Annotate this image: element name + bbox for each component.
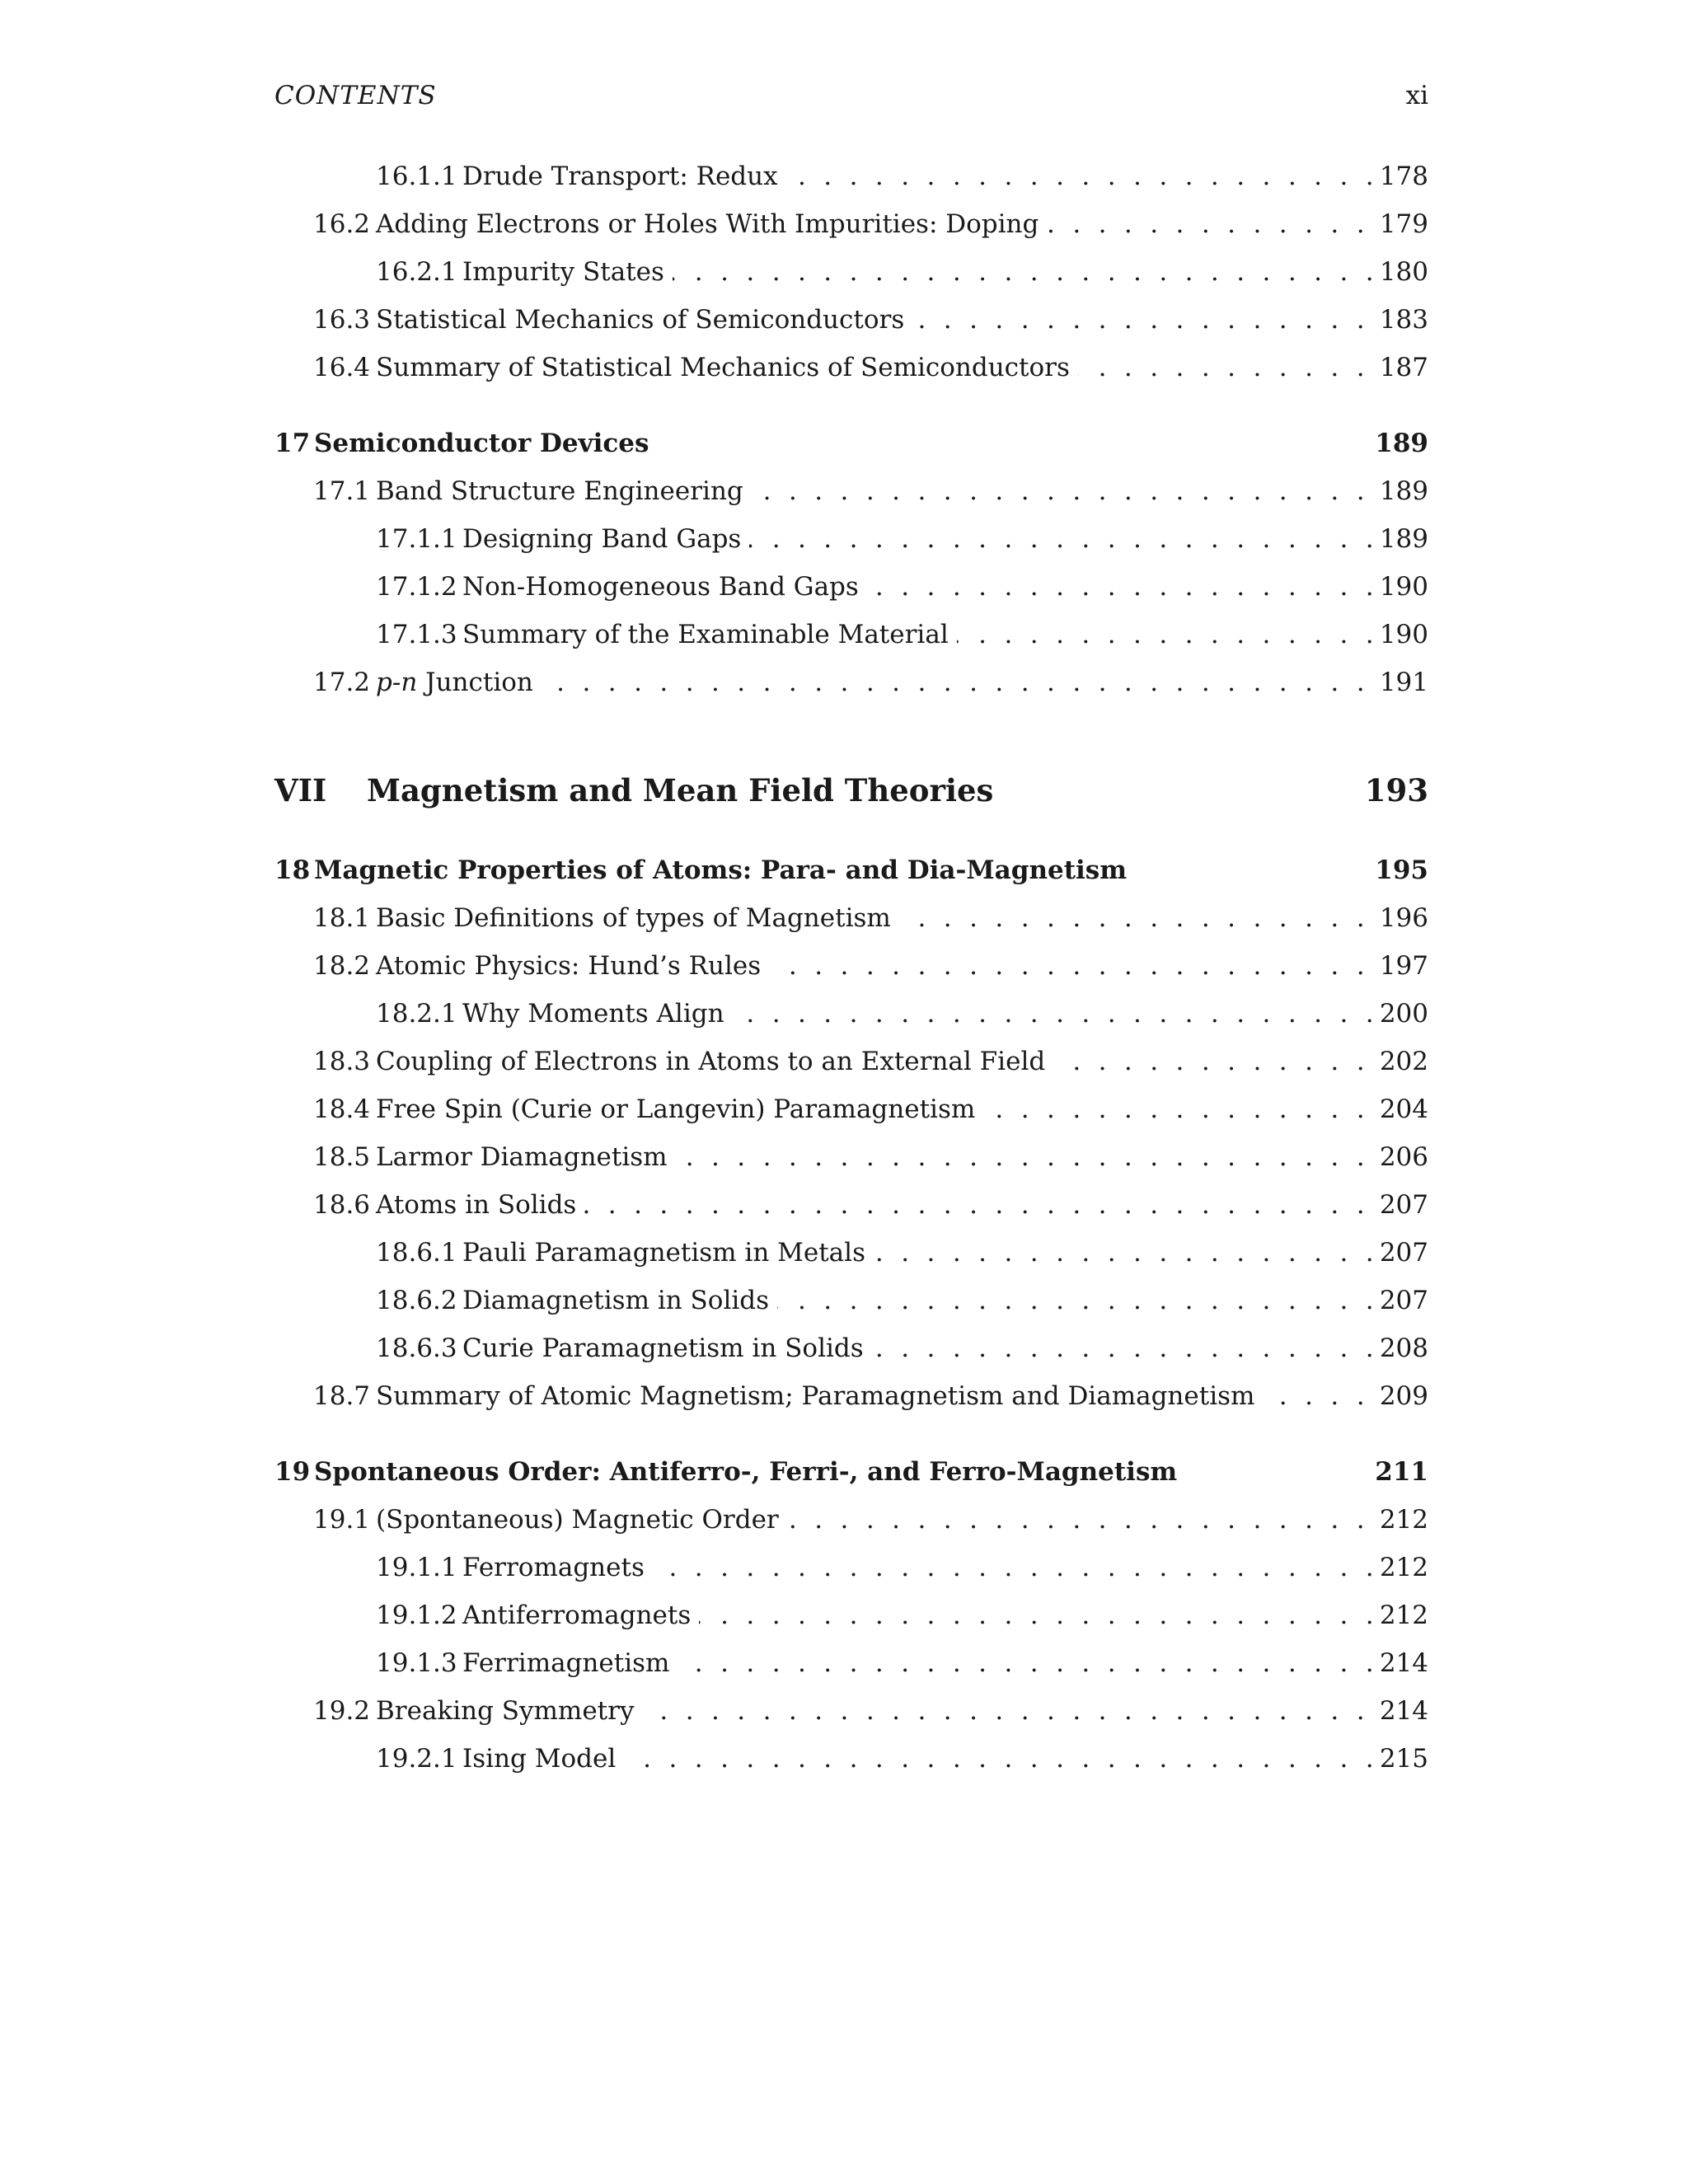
entry-page: 180: [1372, 251, 1428, 293]
toc-entry-19-1-2[interactable]: [0, 1594, 1688, 1637]
entry-page: 208: [1372, 1327, 1428, 1370]
entry-page: 191: [1372, 661, 1428, 704]
toc-entry-19-2[interactable]: [0, 1690, 1688, 1732]
toc-entry-18-6-1[interactable]: [0, 1231, 1688, 1274]
entry-number: 16.2.1: [376, 257, 457, 287]
entry-number: 18.2: [313, 951, 371, 981]
chapter-title: Spontaneous Order: Antiferro-, Ferri-, and Ferro-Magnetism: [314, 1451, 1185, 1493]
entry-page: 212: [1372, 1594, 1428, 1637]
toc-entry-18-5[interactable]: [0, 1136, 1688, 1179]
entry-page: 187: [1372, 346, 1428, 389]
part-number: VII: [274, 772, 327, 808]
chapter-page: 211: [1367, 1451, 1428, 1493]
toc-entry-18-6-3[interactable]: [0, 1327, 1688, 1370]
toc-entry-19-1-1[interactable]: [0, 1546, 1688, 1589]
toc-entry-16-3[interactable]: [0, 298, 1688, 341]
toc-entry-18-6-2[interactable]: [0, 1279, 1688, 1322]
entry-title: Coupling of Electrons in Atoms to an External Field: [376, 1040, 1053, 1083]
entry-title: Impurity States: [462, 251, 673, 293]
entry-page: 196: [1372, 897, 1428, 940]
toc-entry-19-1-3[interactable]: [0, 1642, 1688, 1685]
entry-number: 17.1.3: [376, 620, 457, 649]
entry-title: Summary of the Examinable Material: [462, 613, 957, 656]
entry-number: 19.2: [313, 1696, 371, 1726]
entry-page: 212: [1372, 1498, 1428, 1541]
entry-title: Adding Electrons or Holes With Impurities: Doping: [376, 203, 1047, 246]
part-page: 193: [1357, 765, 1428, 816]
toc-entry-17-1-1[interactable]: [0, 518, 1688, 560]
toc-entry-19-2-1[interactable]: [0, 1737, 1688, 1780]
entry-number: 17.1.1: [376, 524, 457, 554]
entry-page: 214: [1372, 1690, 1428, 1732]
entry-number: 17.1: [313, 476, 371, 506]
entry-title: Free Spin (Curie or Langevin) Paramagnetism: [376, 1088, 983, 1131]
entry-page: 207: [1372, 1279, 1428, 1322]
entry-number: 19.2.1: [376, 1744, 457, 1774]
entry-page: 206: [1372, 1136, 1428, 1179]
entry-number: 16.2: [313, 209, 371, 239]
entry-number: 19.1: [313, 1505, 371, 1535]
toc-entry-17-1[interactable]: [0, 470, 1688, 513]
entry-page: 197: [1372, 944, 1428, 987]
toc-entry-16-1-1[interactable]: [0, 155, 1688, 198]
entry-title: Curie Paramagnetism in Solids: [462, 1327, 872, 1370]
entry-title: Drude Transport: Redux: [462, 155, 786, 198]
toc-entry-19-1[interactable]: [0, 1498, 1688, 1541]
entry-title-italic: p-n: [376, 668, 418, 697]
entry-page: 204: [1372, 1088, 1428, 1131]
entry-number: 16.4: [313, 353, 371, 382]
entry-page: 209: [1372, 1375, 1428, 1418]
toc-entry-18-3[interactable]: [0, 1040, 1688, 1083]
entry-number: 16.1.1: [376, 162, 457, 191]
entry-title: Non-Homogeneous Band Gaps: [462, 565, 867, 608]
toc-entry-16-2-1[interactable]: [0, 251, 1688, 293]
entry-number: 16.3: [313, 305, 371, 335]
entry-page: 190: [1372, 613, 1428, 656]
entry-page: 189: [1372, 470, 1428, 513]
entry-page: 190: [1372, 565, 1428, 608]
entry-title: Breaking Symmetry: [376, 1690, 642, 1732]
entry-title: Summary of Atomic Magnetism; Paramagnetism and Diamagnetism: [376, 1375, 1263, 1418]
entry-page: 214: [1372, 1642, 1428, 1685]
chapter-number: 17: [274, 429, 311, 458]
toc-entry-18-2-1[interactable]: [0, 992, 1688, 1035]
toc-entry-17-1-2[interactable]: [0, 565, 1688, 608]
chapter-number: 19: [274, 1457, 311, 1487]
entry-number: 18.1: [313, 903, 371, 933]
chapter-page: 189: [1367, 422, 1428, 465]
toc-entry-17-1-3[interactable]: [0, 613, 1688, 656]
toc-entry-18-6[interactable]: [0, 1183, 1688, 1226]
toc-entry-18-2[interactable]: [0, 944, 1688, 987]
entry-title: [376, 661, 542, 704]
entry-title: Statistical Mechanics of Semiconductors: [376, 298, 912, 341]
part-title: Magnetism and Mean Field Theories: [367, 765, 1001, 816]
chapter-page: 195: [1367, 849, 1428, 892]
entry-title: Designing Band Gaps: [462, 518, 749, 560]
entry-number: 18.3: [313, 1047, 371, 1076]
entry-number: 18.4: [313, 1094, 371, 1124]
entry-page: 207: [1372, 1231, 1428, 1274]
entry-title: (Spontaneous) Magnetic Order: [376, 1498, 787, 1541]
entry-page: 178: [1372, 155, 1428, 198]
entry-number: 18.7: [313, 1381, 371, 1411]
entry-number: 18.6: [313, 1190, 371, 1220]
entry-page: 207: [1372, 1183, 1428, 1226]
entry-page: 200: [1372, 992, 1428, 1035]
toc-chapter-17[interactable]: [0, 422, 1688, 465]
toc-entry-18-7[interactable]: [0, 1375, 1688, 1418]
entry-page: 202: [1372, 1040, 1428, 1083]
chapter-title: Semiconductor Devices: [314, 422, 657, 465]
toc-entry-18-4[interactable]: [0, 1088, 1688, 1131]
entry-number: 17.2: [313, 668, 371, 697]
toc-entry-16-4[interactable]: [0, 346, 1688, 389]
entry-title: Ferrimagnetism: [462, 1642, 678, 1685]
running-head-title: CONTENTS: [274, 81, 437, 110]
entry-title: Antiferromagnets: [462, 1594, 699, 1637]
entry-page: 212: [1372, 1546, 1428, 1589]
toc-chapter-18[interactable]: [0, 849, 1688, 892]
entry-page: 179: [1372, 203, 1428, 246]
entry-number: 18.6.2: [376, 1286, 457, 1315]
entry-title: Band Structure Engineering: [376, 470, 752, 513]
entry-number: 18.6.1: [376, 1238, 457, 1268]
entry-page: 189: [1372, 518, 1428, 560]
entry-page: 215: [1372, 1737, 1428, 1780]
toc-entry-17-2[interactable]: [0, 661, 1688, 704]
toc-chapter-19[interactable]: [0, 1451, 1688, 1493]
entry-title: Ising Model: [462, 1737, 624, 1780]
entry-number: 19.1.1: [376, 1553, 457, 1582]
entry-number: 18.5: [313, 1142, 371, 1172]
chapter-number: 18: [274, 855, 311, 885]
entry-page: 183: [1372, 298, 1428, 341]
toc-entry-18-1[interactable]: [0, 897, 1688, 940]
entry-title: Basic Definitions of types of Magnetism: [376, 897, 899, 940]
entry-title: Ferromagnets: [462, 1546, 653, 1589]
entry-title: Summary of Statistical Mechanics of Semiconductors: [376, 346, 1078, 389]
entry-title: Atomic Physics: Hund’s Rules: [376, 944, 769, 987]
entry-title: Larmor Diamagnetism: [376, 1136, 676, 1179]
entry-title: Atoms in Solids: [376, 1183, 584, 1226]
entry-number: 18.6.3: [376, 1333, 457, 1363]
running-head-page-number: xi: [1405, 81, 1428, 110]
entry-title: Pauli Paramagnetism in Metals: [462, 1231, 874, 1274]
toc-part-vii[interactable]: [0, 765, 1688, 816]
entry-title: Why Moments Align: [462, 992, 733, 1035]
entry-title: Diamagnetism in Solids: [462, 1279, 777, 1322]
chapter-title: Magnetic Properties of Atoms: Para- and Dia-Magnetism: [314, 849, 1135, 892]
entry-number: 17.1.2: [376, 572, 457, 602]
entry-number: 19.1.2: [376, 1601, 457, 1630]
toc-entry-16-2[interactable]: [0, 203, 1688, 246]
entry-number: 19.1.3: [376, 1648, 457, 1678]
entry-number: 18.2.1: [376, 999, 457, 1029]
entry-title-rest: Junction: [417, 668, 533, 697]
